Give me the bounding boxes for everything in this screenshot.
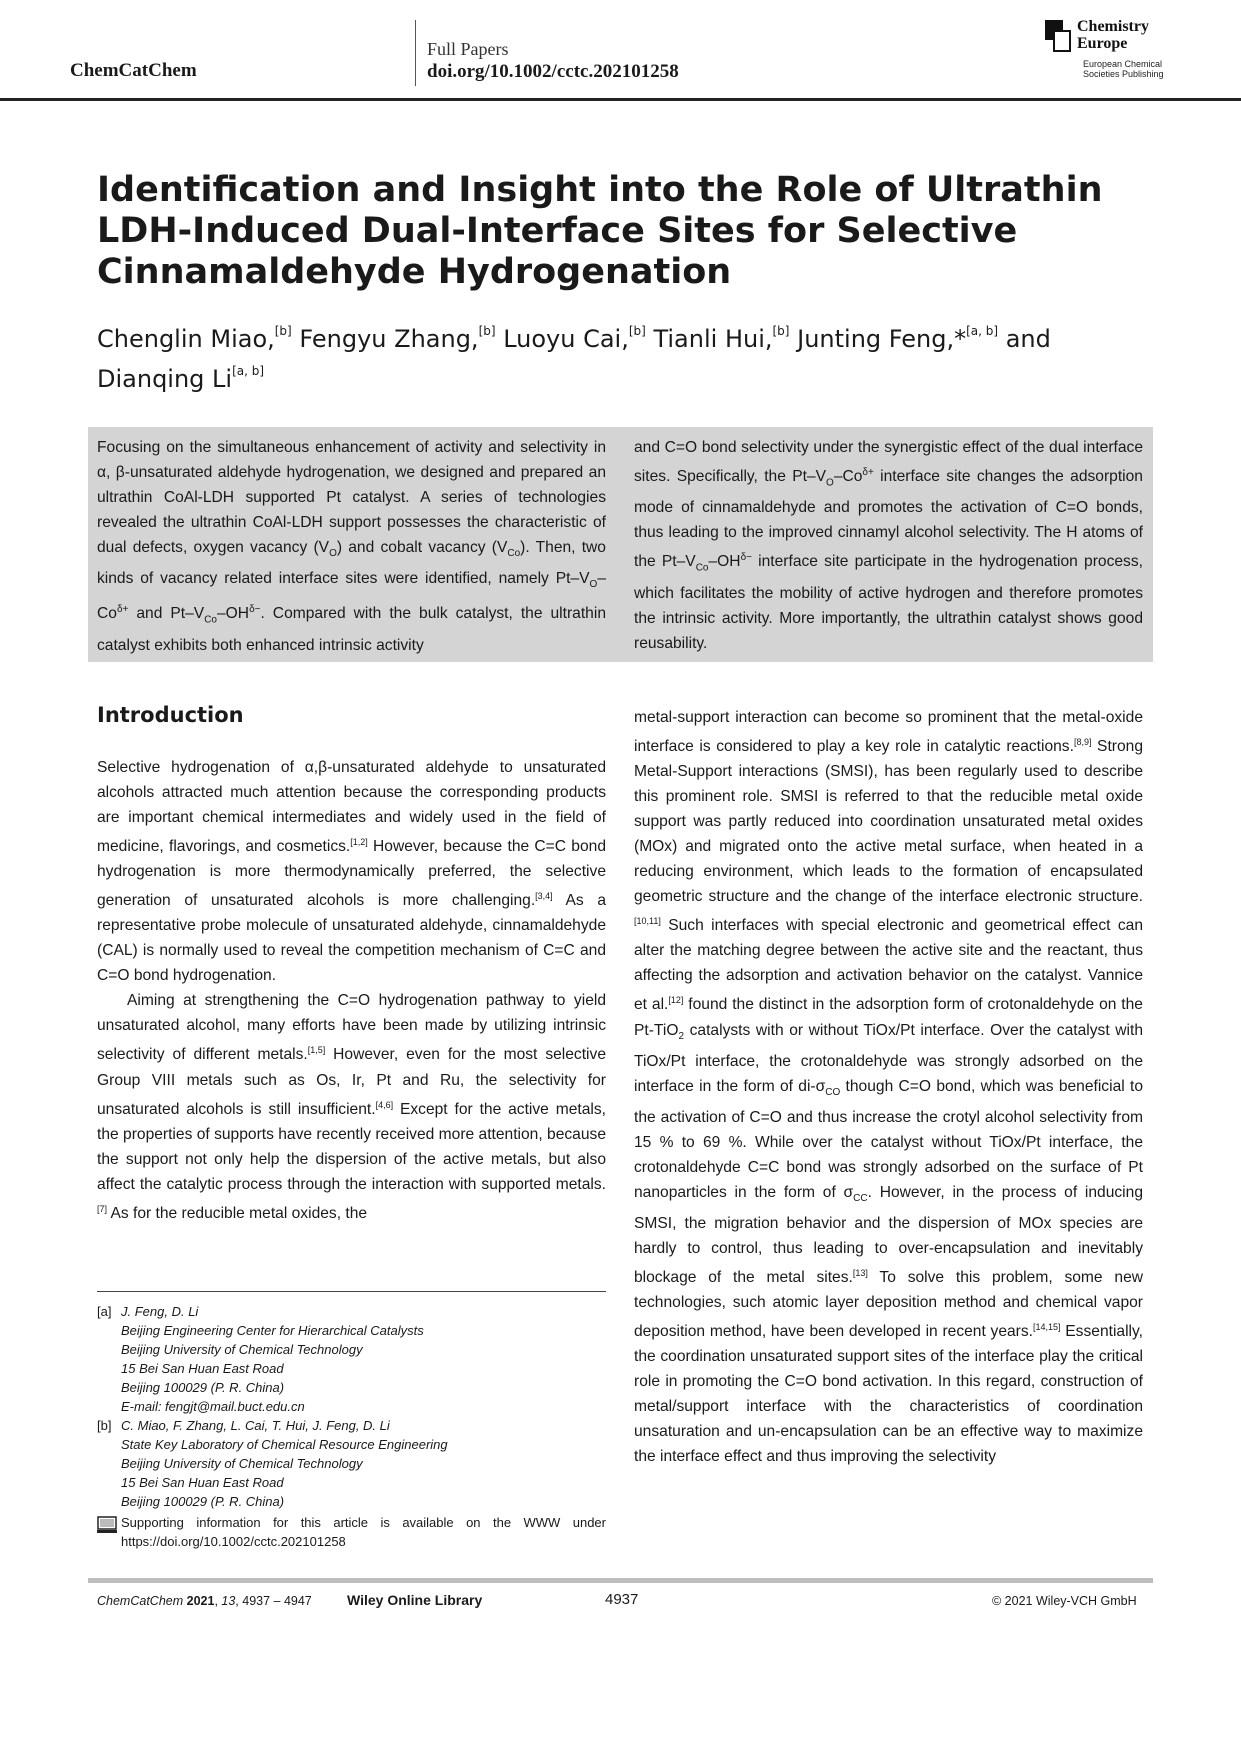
author-affiliation-marker: [b] <box>772 324 790 338</box>
intro-paragraph: Aiming at strengthening the C=O hydrogenation pathway to yield unsaturated alcohol, many efforts have been made by utilizing intrinsic selectivity of different metals.[1,5] However, even for the most selective Group VIII metals such as Os, Ir, Pt and Ru, the selectivity for unsaturated alcohols is still insufficient.[4,6] Except for the active metals, the properties of supports have recently received more attention, because the support not only help the dispersion of the active metals, but also affect the catalytic process through the interaction with supported metals.[7] As for the reducible metal oxides, the <box>97 992 606 1222</box>
logo-title: Chemistry Europe <box>1077 18 1149 52</box>
author-affiliation-marker: [b] <box>628 324 646 338</box>
affiliation-b: [b] C. Miao, F. Zhang, L. Cai, T. Hui, J. Feng, D. Li State Key Laboratory of Chemical Resource Engineering Beijing University of Chemical Technology 15 Bei San Huan East Road Beijing 100029 (P. R. China) <box>97 1418 448 1509</box>
intro-paragraph-continued: metal-support interaction can become so prominent that the metal-oxide interface is considered to play a key role in catalytic reactions.[8,9] Strong Metal-Support interactions (SMSI), has been regularly used to describe this prominent role. SMSI is referred to that the reducible metal oxide support was partly reduced into coordination unsaturated metal oxides (MOx) and migrated onto the active metal surface, when heated in a reducing environment, which leads to the formation of encapsulated geometric structure and the change of the interface electronic structure.[10,11] Such interfaces with special electronic and geometrical effect can alter the matching degree between the active site and the reactant, thus affecting the adsorption and activation behavior on the catalyst. Vannice et al.[12] found the distinct in the adsorption form of crotonaldehyde on the Pt-TiO$_2$ catalysts with or without TiOx/Pt interface. Over the catalyst with TiOx/Pt interface, the crotonaldehyde was strongly adsorbed on the interface in the form of $di-\sigma_{CO}$ though C=O bond, which was beneficial to the activation of C=O and thus increase the crotyl alcohol selectivity from 15 % to 69 %. While over the catalyst without TiOx/Pt interface, the crotonaldehyde C=C bond was strongly adsorbed on the surface of Pt nanoparticles in the form of $\sigma_{CC}$. However, in the process of inducing SMSI, the migration behavior and the dispersion of MOx species are hardly to control, thus leading to over-encapsulation and inevitably blockage of the metal sites.[13] To solve this problem, some new technologies, such atomic layer deposition method and chemical vapor deposition method, have been developed in recent years.[14,15] Essentially, the coordination unsaturated support sites of the interface play the critical role in promoting the C=O bond activation. In this regard, construction of metal/support interface with the characteristics of coordination unsaturation and un-encapsulation can be an effective way to maximize the interface effect and thus improving the selectivity <box>634 709 1144 1466</box>
affiliation-footnotes <box>97 1302 606 1551</box>
wiley-online-library-link[interactable]: Wiley Online Library <box>347 1592 483 1608</box>
section-heading-introduction: Introduction <box>97 703 244 727</box>
header-rule <box>0 98 1241 101</box>
page-header <box>0 0 1241 100</box>
author-affiliation-marker: [a, b] <box>232 364 265 378</box>
abstract-box <box>88 427 1153 662</box>
author-affiliation-marker: [a, b] <box>966 324 999 338</box>
supporting-information-text[interactable]: Supporting information for this article is available on the WWW under https://doi.org/10.1002/cctc.202101258 <box>121 1515 606 1549</box>
footer-bar <box>88 1578 1153 1583</box>
author-name: Luoyu Cai, <box>503 325 629 353</box>
journal-name: ChemCatChem <box>70 60 197 81</box>
paper-type: Full Papers <box>427 39 509 59</box>
body-right-column <box>634 705 1143 1469</box>
author-affiliation-marker: [b] <box>274 324 292 338</box>
article-title: Identification and Insight into the Role of Ultrathin LDH-Induced Dual-Interface Sites for Selective Cinnamaldehyde Hydrogenation <box>97 170 1103 292</box>
header-divider <box>415 20 416 86</box>
intro-paragraph: Selective hydrogenation of α,β-unsaturated aldehyde to unsaturated alcohols attracted much attention because the corresponding products are important chemical intermediates and widely used in the field of medicine, flavorings, and cosmetics.[1,2] However, because the C=C bond hydrogenation is more thermodynamically preferred, the selective generation of unsaturated alcohols is more challenging.[3,4] As a representative probe molecule of unsaturated aldehyde, cinnamaldehyde (CAL) is normally used to reveal the competition mechanism of C=C and C=O bond hydrogenation. <box>97 759 606 985</box>
chemistry-europe-logo <box>1045 18 1175 82</box>
chemistry-europe-icon <box>1045 20 1071 52</box>
author-name: Dianqing Li <box>97 365 233 393</box>
copyright: © 2021 Wiley-VCH GmbH <box>992 1594 1137 1608</box>
abstract-left-column: Focusing on the simultaneous enhancement of activity and selectivity in α, β-unsaturated aldehyde hydrogenation, we designed and prepared an ultrathin CoAl-LDH supported Pt catalyst. A series of technologies revealed the ultrathin CoAl-LDH support possesses the characteristic of dual defects, oxygen vacancy $(V_O)$ and cobalt vacancy $(V_{Co})$. Then, two kinds of vacancy related interface sites were identified, namely $Pt-V_O-Co^{\delta+}$ and $Pt-V_{Co}-OH^{\delta-}$. Compared with the bulk catalyst, the ultrathin catalyst exhibits both enhanced intrinsic activity <box>97 439 606 654</box>
body-left-column <box>97 755 606 1226</box>
footnote-rule <box>97 1291 606 1292</box>
abstract-right-column: and C=O bond selectivity under the synergistic effect of the dual interface sites. Specifically, the $Pt-V_O-Co^{\delta+}$ interface site changes the adsorption mode of cinnamaldehyde and promotes the activation of C=O bonds, thus leading to the improved cinnamyl alcohol selectivity. The H atoms of the $Pt-V_{Co}-OH^{\delta-}$ interface site participate in the hydrogenation process, which facilitates the mobility of active hydrogen and therefore promotes the intrinsic activity. More importantly, the ultrathin catalyst shows good reusability. <box>634 439 1143 652</box>
author-name: and <box>1005 325 1051 353</box>
author-name: Chenglin Miao, <box>97 325 275 353</box>
supporting-information-note <box>97 1513 606 1551</box>
doi-link[interactable]: doi.org/10.1002/cctc.202101258 <box>427 61 679 82</box>
citation: ChemCatChem 2021, 13, 4937 – 4947 <box>97 1594 312 1608</box>
author-list <box>97 315 1157 395</box>
author-name: Tianli Hui, <box>653 325 773 353</box>
computer-icon <box>97 1516 117 1534</box>
author-name: Junting Feng,* <box>797 325 967 353</box>
author-affiliation-marker: [b] <box>478 324 496 338</box>
page-number: 4937 <box>605 1591 639 1608</box>
affiliation-a: [a] J. Feng, D. Li Beijing Engineering Center for Hierarchical Catalysts Beijing University of Chemical Technology 15 Bei San Huan East Road Beijing 100029 (P. R. China) E-mail: fengjt@mail.buct.edu.cn <box>97 1302 606 1416</box>
email-link[interactable]: E-mail: fengjt@mail.buct.edu.cn <box>121 1399 305 1414</box>
logo-subtitle: European Chemical Societies Publishing <box>1083 59 1164 79</box>
author-name: Fengyu Zhang, <box>299 325 479 353</box>
